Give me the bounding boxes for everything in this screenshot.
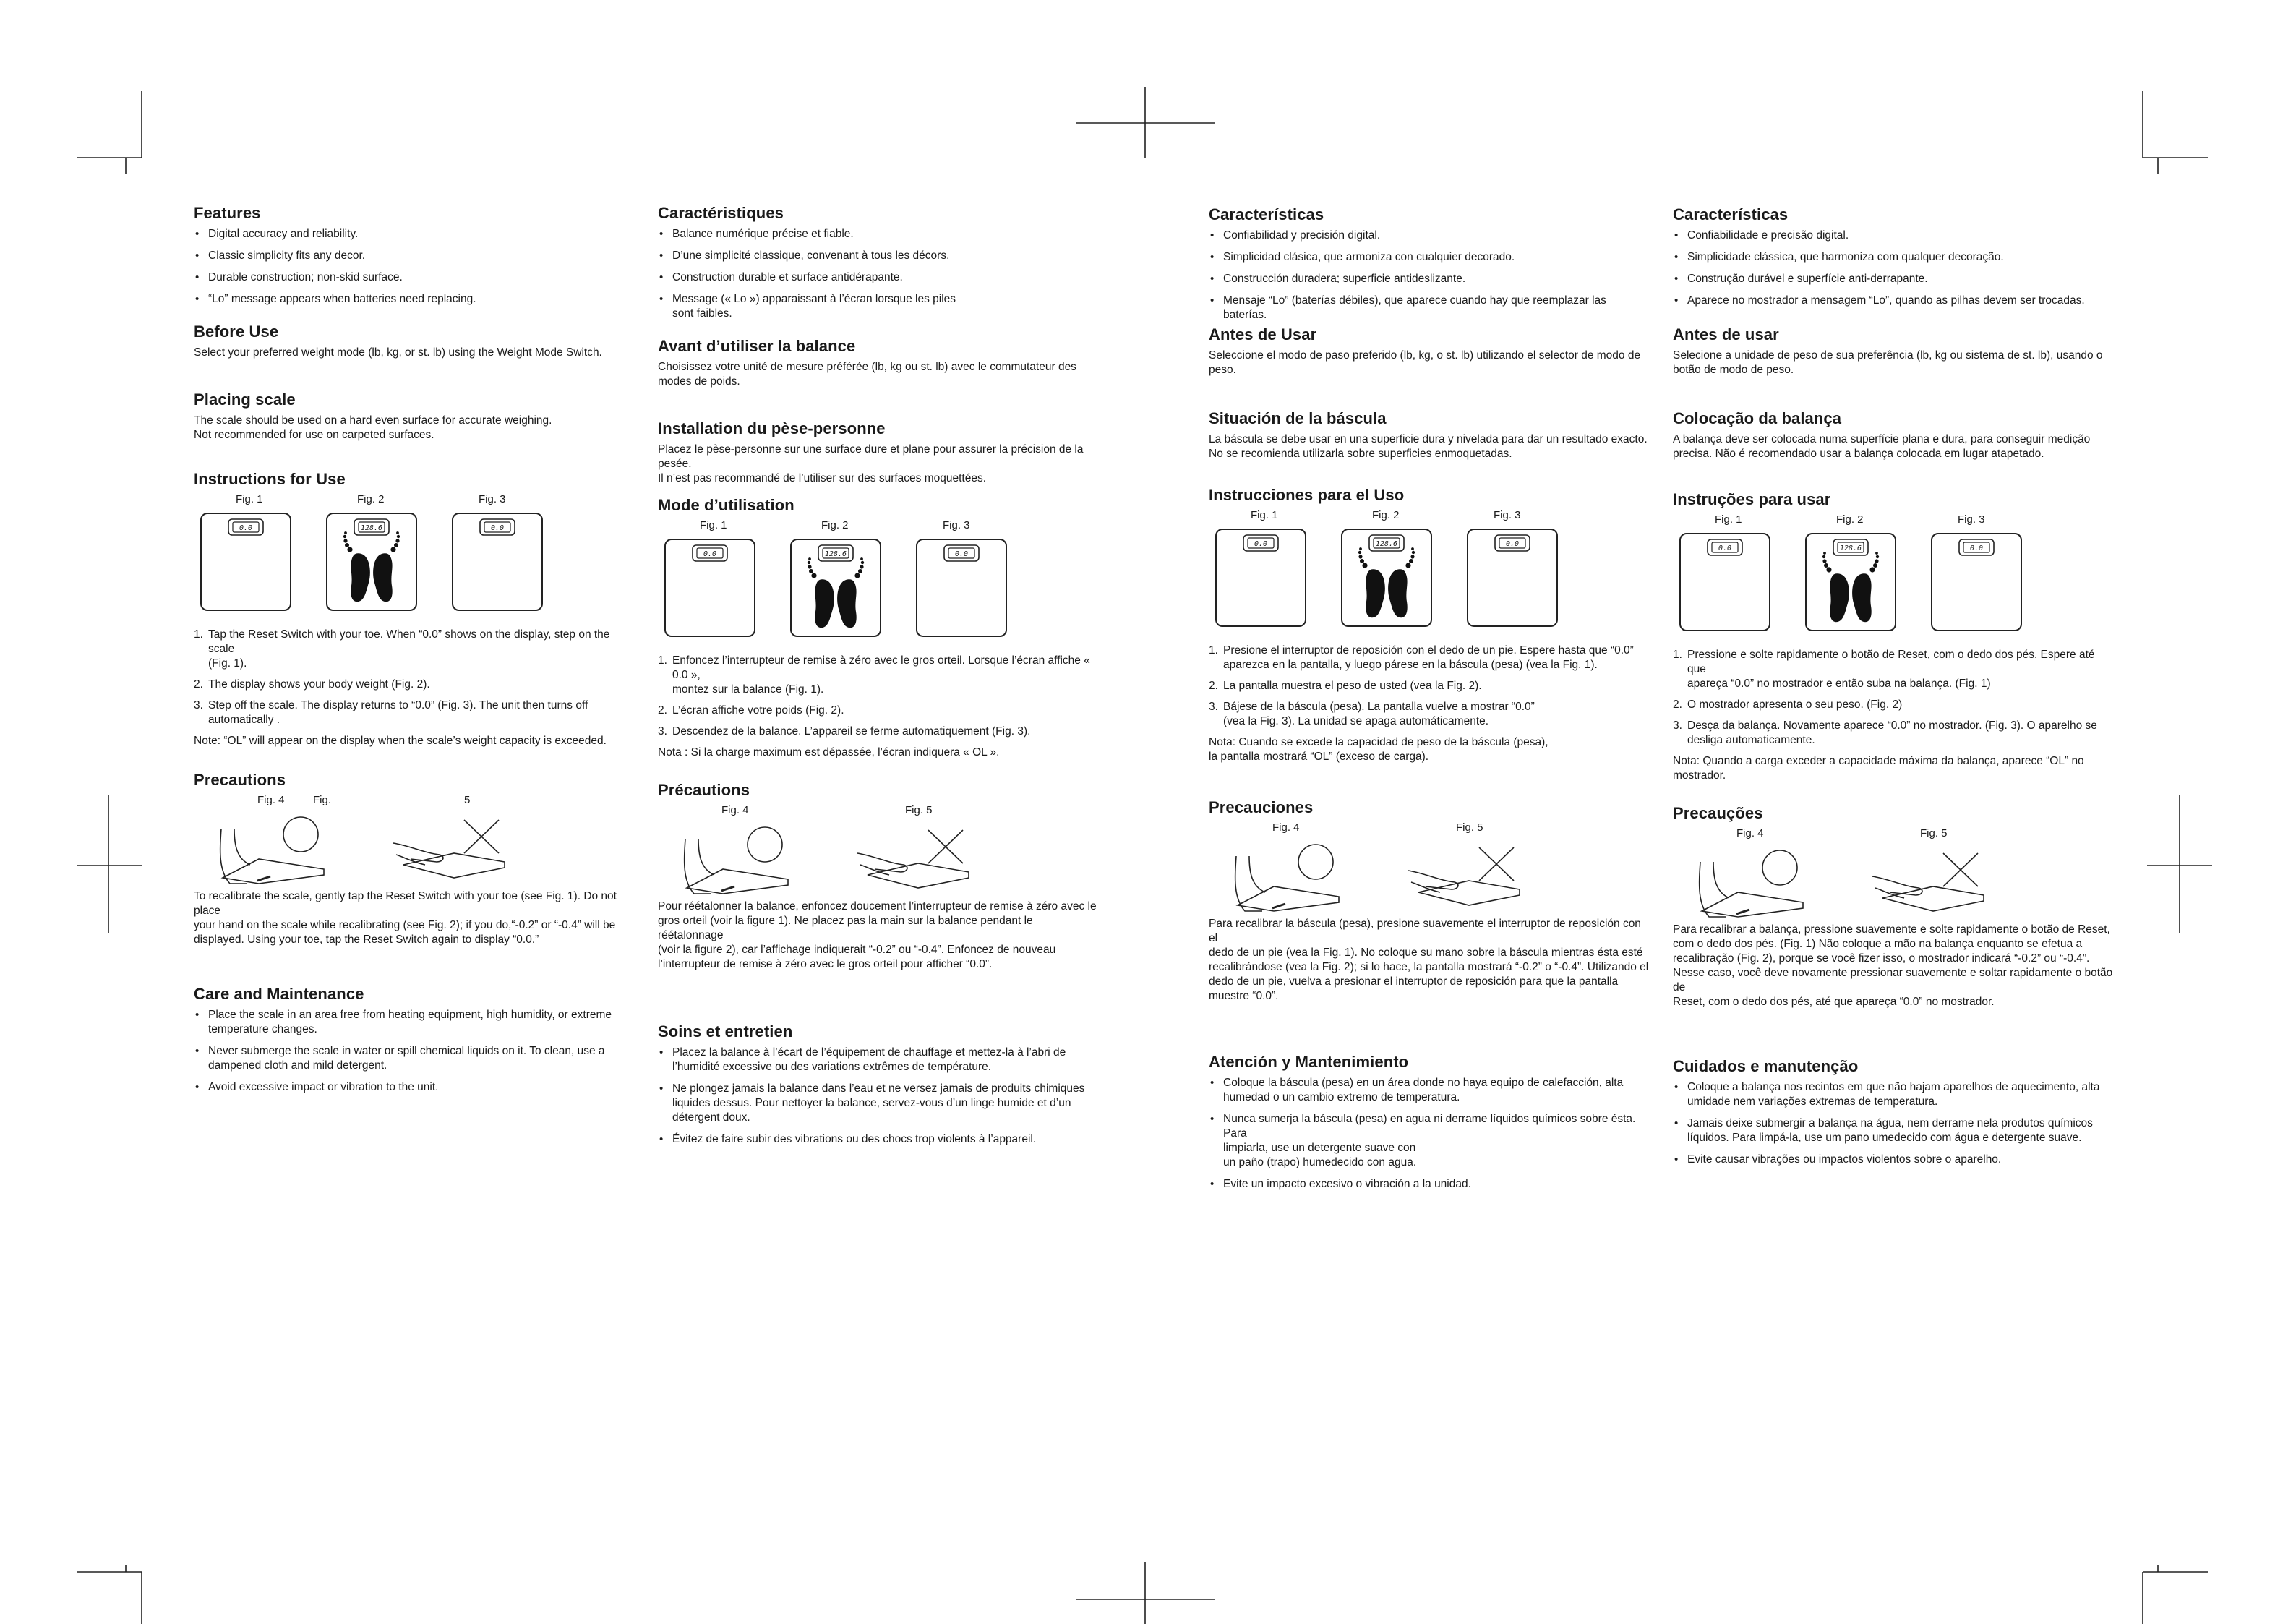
precaution-ok xyxy=(1700,850,1803,917)
note-text: Note: “OL” will appear on the display when the scale’s weight capacity is exceeded. xyxy=(194,735,607,747)
precaution-ok xyxy=(220,817,324,884)
body-text: Seleccione el modo de paso preferido (lb, kg, o st. lb) utilizando el selector de modo de peso. xyxy=(1209,349,1641,376)
section-features xyxy=(1673,205,2114,315)
section-placing-scale xyxy=(194,390,635,443)
section-placing-scale xyxy=(1673,409,2114,461)
figures-4-5 xyxy=(1673,827,2107,914)
scale-figure xyxy=(1806,534,1896,631)
precaution-wrong xyxy=(393,820,505,878)
section-features xyxy=(1209,205,1650,330)
section-care xyxy=(1673,1057,2114,1174)
list-item: • Nunca sumerja la báscula (pesa) en agua ni derrame líquidos químicos sobre ésta. Para limpiarla, use un detergente suave con un paño (trapo) humedecido con agua. xyxy=(1209,1112,1650,1170)
figure-label: Fig. 1 xyxy=(1715,513,1742,526)
body-text: Para recalibrar a balança, pressione suavemente e solte rapidamente o botão de Reset, com o dedo dos pés. (Fig. 1) Não coloque a mão na balança enquanto se efetua a recalibração (Fig. 2), porque se você fizer isso, o mostrador indicará “-0.2” ou “-0.4”. Nesse caso, você deve novamente pressionar suavemente e soltar rapidamente o botão de Reset, com o dedo dos pés, até que apareça “0.0” no mostrador. xyxy=(1673,923,2113,1008)
scale-figure xyxy=(665,539,755,636)
section-title: Instrucciones para el Uso xyxy=(1209,486,1405,504)
list-item: • Balance numérique précise et fiable. xyxy=(658,227,1099,242)
section-title: Précautions xyxy=(658,781,750,799)
list-item: • Classic simplicity fits any decor. xyxy=(194,249,635,263)
step-3: 3. Desça da balança. Novamente aparece “0.0” no mostrador. (Fig. 3). O aparelho se desliga automaticamente. xyxy=(1673,719,2097,746)
precaution-illustration xyxy=(680,824,983,897)
step-1: 1. Presione el interruptor de reposición con el dedo de un pie. Espere hasta que “0.0” aparezca en la pantalla, y luego párese en la báscula (pesa) (vea la Fig. 1). xyxy=(1209,644,1634,671)
figure-label: 5 xyxy=(464,794,471,806)
list-item: • D’une simplicité classique, convenant à tous les décors. xyxy=(658,249,1099,263)
figure-label: Fig. 4 xyxy=(1736,827,1764,839)
section-title: Soins et entretien xyxy=(658,1022,793,1040)
precaution-wrong xyxy=(1408,847,1520,905)
svg-text:0.0: 0.0 xyxy=(954,550,969,558)
figures-4-5 xyxy=(1209,821,1642,908)
section-instructions xyxy=(658,496,1099,760)
svg-text:0.0: 0.0 xyxy=(490,524,505,532)
section-title: Instruções para usar xyxy=(1673,490,1831,508)
list-item: • “Lo” message appears when batteries need replacing. xyxy=(194,292,635,307)
list-item: • Confiabilidade e precisão digital. xyxy=(1673,228,2114,243)
scale-figure xyxy=(1932,534,2021,631)
section-placing-scale xyxy=(1209,409,1650,461)
body-text: Choisissez votre unité de mesure préférée (lb, kg ou st. lb) avec le commutateur des modes de poids. xyxy=(658,361,1076,388)
scale-figures-illustration xyxy=(1679,532,2026,633)
section-precautions xyxy=(1673,804,2114,1009)
step-2: 2. La pantalla muestra el peso de usted (vea la Fig. 2). xyxy=(1209,680,1482,692)
section-before-use xyxy=(194,322,635,360)
list-item: • Durable construction; non-skid surface. xyxy=(194,270,635,285)
figure-label: Fig. 2 xyxy=(1372,509,1400,521)
body-text: The scale should be used on a hard even surface for accurate weighing. Not recommended for use on carpeted surfaces. xyxy=(194,414,552,441)
precaution-wrong xyxy=(857,830,969,888)
section-title: Before Use xyxy=(194,322,279,341)
step-1: 1. Enfoncez l’interrupteur de remise à zéro avec le gros orteil. Lorsque l’écran affiche « 0.0 », montez sur la balance (Fig. 1). xyxy=(658,654,1090,696)
figure-label: Fig. 1 xyxy=(236,493,263,505)
body-text: Placez le pèse-personne sur une surface dure et plane pour assurer la précision de la pesée. Il n’est pas recommandé de l’utiliser sur des surfaces moquettées. xyxy=(658,443,1084,484)
svg-text:0.0: 0.0 xyxy=(703,550,717,558)
section-title: Antes de usar xyxy=(1673,325,1779,343)
list-item: • Avoid excessive impact or vibration to the unit. xyxy=(194,1080,635,1095)
figure-label: Fig. 4 xyxy=(257,794,285,806)
step-3: 3. Step off the scale. The display returns to “0.0” (Fig. 3). The unit then turns off automatically . xyxy=(194,699,588,726)
list-item: • Coloque a balança nos recintos em que não hajam aparelhos de aquecimento, alta umidade nem variações extremas de temperatura. xyxy=(1673,1080,2114,1109)
figures-4-5 xyxy=(658,804,1092,891)
figure-label: Fig. 1 xyxy=(1251,509,1278,521)
section-title: Colocação da balança xyxy=(1673,409,1842,427)
figure-label: Fig. 4 xyxy=(1272,821,1300,834)
precaution-ok xyxy=(685,827,788,894)
body-text: La báscula se debe usar en una superficie dura y nivelada para dar un resultado exacto. No se recomienda utilizarla sobre superficies enmoquetadas. xyxy=(1209,433,1648,460)
body-text: To recalibrate the scale, gently tap the Reset Switch with your toe (see Fig. 1). Do not place your hand on the scale while recalibrating (see Fig. 2); if you do,“-0.2” or “-0.4” will be displayed. Using your toe, tap the Reset Switch again to display “0.0.” xyxy=(194,890,617,946)
figure-label: Fig. 2 xyxy=(357,493,385,505)
step-1: 1. Pressione e solte rapidamente o botão de Reset, com o dedo dos pés. Espere até que apareça “0.0” no mostrador e então suba na balança. (Fig. 1) xyxy=(1673,649,2095,690)
section-title: Avant d’utiliser la balance xyxy=(658,337,856,355)
svg-text:0.0: 0.0 xyxy=(1254,540,1268,548)
list-item: • Construcción duradera; superficie antideslizante. xyxy=(1209,272,1650,286)
list-item: • Ne plongez jamais la balance dans l’eau et ne versez jamais de produits chimiques liquides dessus. Pour nettoyer la balance, servez-vous d’un linge humide et d’un détergent doux. xyxy=(658,1082,1099,1125)
section-title: Características xyxy=(1673,205,1789,223)
section-title: Care and Maintenance xyxy=(194,985,364,1003)
svg-text:0.0: 0.0 xyxy=(1969,544,1984,552)
precaution-ok xyxy=(1235,845,1339,911)
section-title: Características xyxy=(1209,205,1324,223)
figures-1-3 xyxy=(658,519,1063,649)
svg-text:128.6: 128.6 xyxy=(824,550,847,558)
section-title: Instructions for Use xyxy=(194,470,346,488)
section-precautions xyxy=(658,781,1099,972)
section-title: Precautions xyxy=(194,771,286,789)
scale-figure xyxy=(327,513,416,610)
list-item: • Confiabilidad y precisión digital. xyxy=(1209,228,1650,243)
section-title: Precauciones xyxy=(1209,798,1314,816)
section-title: Features xyxy=(194,204,261,222)
body-text: Selecione a unidade de peso de sua preferência (lb, kg ou sistema de st. lb), usando o botão de modo de peso. xyxy=(1673,349,2103,376)
precaution-wrong xyxy=(1872,853,1984,911)
section-instructions xyxy=(194,470,635,748)
list-item: • Simplicidad clásica, que armoniza con cualquier decorado. xyxy=(1209,250,1650,265)
section-title: Antes de Usar xyxy=(1209,325,1317,343)
list-item: • Aparece no mostrador a mensagem “Lo”, quando as pilhas devem ser trocadas. xyxy=(1673,294,2114,308)
list-item: • Construction durable et surface antidérapante. xyxy=(658,270,1099,285)
scale-figure xyxy=(1216,529,1306,626)
figure-label: Fig. 5 xyxy=(905,804,933,816)
note-text: Nota: Cuando se excede la capacidad de peso de la báscula (pesa), la pantalla mostrará “OL” (exceso de carga). xyxy=(1209,736,1548,763)
section-title: Cuidados e manutenção xyxy=(1673,1057,1859,1075)
section-title: Caractéristiques xyxy=(658,204,784,222)
section-care xyxy=(658,1022,1099,1154)
figure-label: Fig. 2 xyxy=(821,519,849,531)
section-before-use xyxy=(1209,325,1650,377)
section-precautions xyxy=(1209,798,1650,1004)
scale-figures-illustration xyxy=(664,538,1011,639)
scale-figures-illustration xyxy=(200,512,547,613)
section-title: Situación de la báscula xyxy=(1209,409,1387,427)
step-2: 2. L’écran affiche votre poids (Fig. 2). xyxy=(658,704,844,717)
svg-text:128.6: 128.6 xyxy=(1839,544,1862,552)
figure-label: Fig. 2 xyxy=(1836,513,1864,526)
scale-figures-illustration xyxy=(1215,528,1562,629)
body-text: Para recalibrar la báscula (pesa), presione suavemente el interruptor de reposición con el dedo de un pie (vea la Fig. 1). No coloque su mano sobre la báscula mientras ésta esté recalibrándose (vea la Fig. 2); si lo hace, la pantalla mostrará “-0.2” o “-0.4”. Utilizando el dedo de un pie, vuelva a presionar el interruptor de reposición para que la pantalla muestre “0.0”. xyxy=(1209,918,1649,1002)
section-care xyxy=(194,985,635,1102)
figure-label: Fig. 3 xyxy=(1958,513,1985,526)
section-title: Installation du pèse-personne xyxy=(658,419,886,437)
list-item: • Place the scale in an area free from heating equipment, high humidity, or extreme temperature changes. xyxy=(194,1008,635,1037)
scale-figure xyxy=(1342,529,1431,626)
scale-figure xyxy=(453,513,542,610)
body-text: Pour réétalonner la balance, enfoncez doucement l’interrupteur de remise à zéro avec le gros orteil (voir la figure 1). Ne placez pas la main sur la balance pendant le réétalonnage (voir la figure 2), car l’affichage indiquerait “-0.2” ou “-0.4”. Enfoncez de nouveau l’interrupteur de remise à zéro avec le gros orteil pour afficher “0.0”. xyxy=(658,900,1097,970)
section-care xyxy=(1209,1053,1650,1199)
step-2: 2. The display shows your body weight (Fig. 2). xyxy=(194,678,430,691)
list-item: • Evite causar vibrações ou impactos violentos sobre o aparelho. xyxy=(1673,1153,2114,1167)
list-item: • Jamais deixe submergir a balança na água, nem derrame nela produtos químicos líquidos. Para limpá-la, use um pano umedecido com água e detergente suave. xyxy=(1673,1116,2114,1145)
section-precautions xyxy=(194,771,635,947)
list-item: • Evite un impacto excesivo o vibración a la unidad. xyxy=(1209,1177,1650,1192)
svg-text:128.6: 128.6 xyxy=(1375,540,1398,548)
list-item: • Mensaje “Lo” (baterías débiles), que aparece cuando hay que reemplazar las baterías. xyxy=(1209,294,1650,322)
list-item: • Construção durável e superfície anti-derrapante. xyxy=(1673,272,2114,286)
section-instructions xyxy=(1673,490,2114,783)
step-2: 2. O mostrador apresenta o seu peso. (Fig. 2) xyxy=(1673,698,1903,711)
figures-1-3 xyxy=(1673,513,2078,644)
figure-label: Fig. 3 xyxy=(479,493,506,505)
figure-label: Fig. 5 xyxy=(1920,827,1948,839)
section-features xyxy=(658,204,1099,328)
section-features xyxy=(194,204,635,314)
step-3: 3. Descendez de la balance. L’appareil se ferme automatiquement (Fig. 3). xyxy=(658,725,1031,738)
section-instructions xyxy=(1209,486,1650,764)
scale-figure xyxy=(201,513,291,610)
section-title: Mode d’utilisation xyxy=(658,496,794,514)
figures-1-3 xyxy=(194,493,599,623)
svg-text:0.0: 0.0 xyxy=(1718,544,1732,552)
section-title: Atención y Mantenimiento xyxy=(1209,1053,1409,1071)
figure-label: Fig. 3 xyxy=(943,519,970,531)
scale-figure xyxy=(791,539,881,636)
body-text: Select your preferred weight mode (lb, kg, or st. lb) using the Weight Mode Switch. xyxy=(194,346,602,359)
list-item: • Digital accuracy and reliability. xyxy=(194,227,635,242)
precaution-illustration xyxy=(215,814,519,886)
list-item: • Coloque la báscula (pesa) en un área donde no haya equipo de calefacción, alta humedad o un cambio extremo de temperatura. xyxy=(1209,1076,1650,1105)
figure-label: Fig. 3 xyxy=(1494,509,1521,521)
figure-label: Fig. 1 xyxy=(700,519,727,531)
list-item: • Message (« Lo ») apparaissant à l’écran lorsque les piles sont faibles. xyxy=(658,292,1099,321)
figures-1-3 xyxy=(1209,509,1614,639)
list-item: • Never submerge the scale in water or spill chemical liquids on it. To clean, use a dampened cloth and mild detergent. xyxy=(194,1044,635,1073)
figure-label: Fig. 5 xyxy=(1456,821,1483,834)
section-before-use xyxy=(1673,325,2114,377)
svg-text:0.0: 0.0 xyxy=(239,524,253,532)
scale-figure xyxy=(1468,529,1557,626)
scale-figure xyxy=(1680,534,1770,631)
list-item: • Simplicidade clássica, que harmoniza com qualquer decoração. xyxy=(1673,250,2114,265)
scale-figure xyxy=(917,539,1006,636)
step-1: 1. Tap the Reset Switch with your toe. When “0.0” shows on the display, step on the scale (Fig. 1). xyxy=(194,628,610,670)
note-text: Nota: Quando a carga exceder a capacidade máxima da balança, aparece “OL” no mostrador. xyxy=(1673,755,2084,782)
section-before-use xyxy=(658,337,1099,389)
note-text: Nota : Si la charge maximum est dépassée, l’écran indiquera « OL ». xyxy=(658,746,1000,758)
list-item: • Placez la balance à l’écart de l’équipement de chauffage et mettez-la à l’abri de l’humidité excessive ou des variations extrêmes de température. xyxy=(658,1046,1099,1074)
figure-label: Fig. xyxy=(313,794,332,806)
step-3: 3. Bájese de la báscula (pesa). La pantalla vuelve a mostrar “0.0” (vea la Fig. 3). La unidad se apaga automáticamente. xyxy=(1209,701,1535,727)
section-title: Precauções xyxy=(1673,804,1763,822)
svg-text:0.0: 0.0 xyxy=(1505,540,1520,548)
section-placing-scale xyxy=(658,419,1099,486)
precaution-illustration xyxy=(1230,842,1534,914)
body-text: A balança deve ser colocada numa superfície plana e dura, para conseguir medição precisa. Não é recomendado usar a balança colocada em lugar atapetado. xyxy=(1673,433,2091,460)
section-title: Placing scale xyxy=(194,390,296,409)
precaution-illustration xyxy=(1695,847,1998,920)
list-item: • Évitez de faire subir des vibrations ou des chocs trop violents à l’appareil. xyxy=(658,1132,1099,1147)
svg-text:128.6: 128.6 xyxy=(360,524,383,532)
figures-4-5 xyxy=(194,794,627,881)
figure-label: Fig. 4 xyxy=(721,804,749,816)
